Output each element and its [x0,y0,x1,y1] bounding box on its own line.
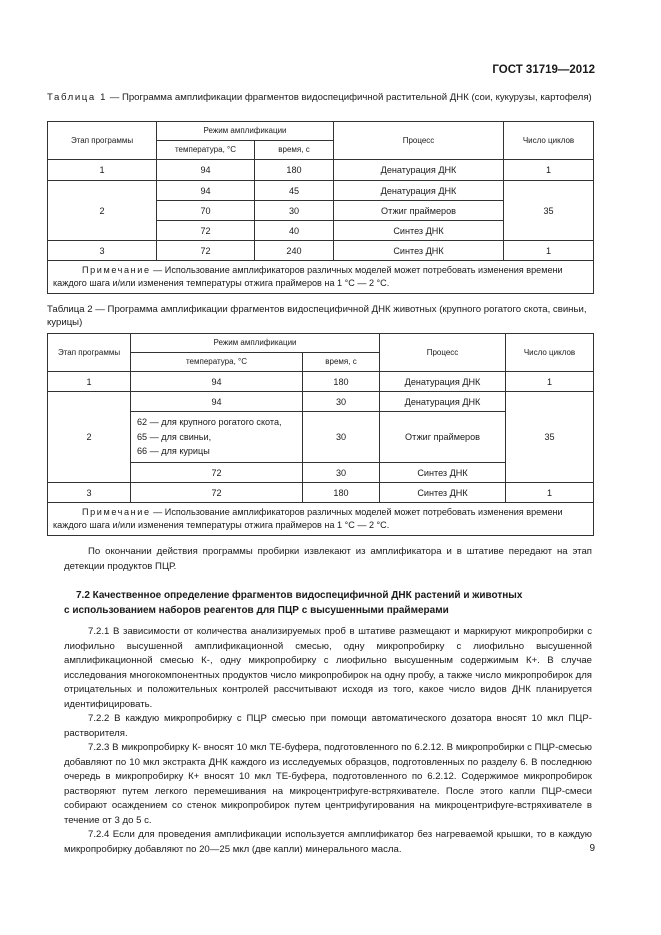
table2-caption-text: — Программа амплификации фрагментов видоспецифичной ДНК животных (крупного рогатого скота, свиньи, курицы) [47,304,587,328]
table1-header-cycles: Число циклов [504,122,594,160]
cycles-cell: 1 [506,372,594,392]
stage-cell: 3 [48,483,131,503]
process-cell: Отжиг праймеров [380,412,506,463]
time-cell: 30 [303,463,380,483]
time-cell: 30 [255,201,334,221]
stage-cell: 1 [48,160,157,181]
temperature-cell: 94 [131,372,303,392]
paragraph-7-2-1: 7.2.1 В зависимости от количества анализируемых проб в штативе размещают и маркируют микропробирки с лиофильно высушенной амплификационной смесью, одну микропробирку с лиофильно высушенной амплификационной смесью К-, одну микропробирку с лиофильно высушенным содержимым К+. В случае исследования многокомпонентных продуктов число микропробирок на одну пробу, а также число микропробирок для отрицательных и положительных контролей рассчитывают исходя из того, какое число видов ДНК планируется идентифицировать. [64,626,592,710]
stage-cell: 1 [48,372,131,392]
stage-cell: 2 [48,392,131,483]
cycles-cell: 1 [506,483,594,503]
time-cell: 180 [303,483,380,503]
time-cell: 45 [255,181,334,201]
table2-header-temperature: температура, °С [131,353,303,372]
table1-caption-label: Таблица 1 [47,92,108,103]
time-cell: 180 [303,372,380,392]
table-row [48,241,594,261]
process-cell: Денатурация ДНК [334,181,504,201]
time-cell: 180 [255,160,334,181]
temperature-cell: 70 [157,201,255,221]
table2-note [48,503,594,536]
table1-header-mode: Режим амплификации [157,122,334,141]
process-cell: Денатурация ДНК [380,372,506,392]
temperature-cell: 94 [131,392,303,412]
section-body [64,625,592,857]
process-cell: Отжиг праймеров [334,201,504,221]
stage-cell: 3 [48,241,157,261]
temperature-cell-list [131,412,303,463]
table1-header-temperature: температура, °С [157,141,255,160]
table1-header-stage: Этап программы [48,122,157,160]
temperature-cell: 72 [157,241,255,261]
table-row [48,483,594,503]
table2 [47,333,594,536]
table2-header-mode: Режим амплификации [131,334,380,353]
paragraph-7-2-3: 7.2.3 В микропробирку К- вносят 10 мкл ТЕ-буфера, подготовленного по 6.2.12. В микропробирки с ПЦР-смесью добавляют по 10 мкл экстракта ДНК каждого из исследуемых образцов, подготовленных по разделу 6. В последнюю очередь в микропробирку К+ вносят 10 мкл ТЕ-буфера, подготовленного по 6.2.12. Содержимое микропробирок растворяют путем легкого перемешивания на микроцентрифуге-встряхивателе. После этого капли ПЦР-смеси собирают осаждением со стенок микропробирок путем центрифугирования на микроцентрифуге-встряхивателе в течение от 3 до 5 с. [64,742,592,826]
table2-caption [47,303,593,329]
section-heading [64,589,592,618]
after-tables-paragraph: По окончании действия программы пробирки извлекают из амплификатора и в штативе передают на этап детекции продуктов ПЦР. [64,546,592,572]
process-cell: Синтез ДНК [380,463,506,483]
temperature-line: 65 — для свиньи, [137,431,212,442]
time-cell: 40 [255,221,334,241]
table2-caption-label: Таблица 2 [47,304,93,315]
cycles-cell: 35 [504,181,594,241]
temperature-cell: 72 [131,483,303,503]
table-row [48,372,594,392]
section-heading-line2: с использованием наборов реагентов для ПЦР с высушенными праймерами [64,604,449,616]
page-number: 9 [589,843,595,854]
table2-header-process: Процесс [380,334,506,372]
table1-header-process: Процесс [334,122,504,160]
temperature-cell: 94 [157,181,255,201]
table1-note-label: Примечание [82,265,151,275]
standard-number: ГОСТ 31719—2012 [492,64,595,76]
section-heading-line1: 7.2 Качественное определение фрагментов видоспецифичной ДНК растений и животных [76,590,523,601]
temperature-cell: 72 [131,463,303,483]
cycles-cell: 35 [506,392,594,483]
process-cell: Синтез ДНК [380,483,506,503]
table2-header-stage: Этап программы [48,334,131,372]
process-cell: Денатурация ДНК [380,392,506,412]
temperature-cell: 72 [157,221,255,241]
table1-header-time: время, с [255,141,334,160]
table1-caption-text: — Программа амплификации фрагментов видоспецифичной растительной ДНК (сои, кукурузы, картофеля) [107,92,592,103]
table1-caption [47,91,593,104]
table1 [47,121,594,294]
table-row [48,181,594,201]
process-cell: Синтез ДНК [334,221,504,241]
temperature-line: 62 — для крупного рогатого скота, [137,417,282,428]
paragraph-7-2-2: 7.2.2 В каждую микропробирку с ПЦР смесью при помощи автоматического дозатора вносят 10 мкл ПЦР-растворителя. [64,713,592,739]
temperature-cell: 94 [157,160,255,181]
temperature-line: 66 — для курицы [137,446,210,457]
cycles-cell: 1 [504,160,594,181]
process-cell: Синтез ДНК [334,241,504,261]
paragraph-7-2-4: 7.2.4 Если для проведения амплификации используется амплификатор без нагреваемой крышки, то в каждую микропробирку добавляют по 20—25 мкл (две капли) минерального масла. [64,829,592,855]
table2-header-time: время, с [303,353,380,372]
after-tables-text [64,545,592,574]
table1-note-text: — Использование амплификаторов различных моделей может потребовать изменения времени каждого шага и/или изменения температуры отжига праймеров на 1 °С — 2 °С. [53,265,563,288]
process-cell: Денатурация ДНК [334,160,504,181]
cycles-cell: 1 [504,241,594,261]
table2-header-cycles: Число циклов [506,334,594,372]
table-row [48,392,594,412]
table2-note-text: — Использование амплификаторов различных моделей может потребовать изменения времени каждого шага и/или изменения температуры отжига праймеров на 1 °С — 2 °С. [53,507,563,530]
time-cell: 240 [255,241,334,261]
time-cell: 30 [303,412,380,463]
table1-note [48,261,594,294]
stage-cell: 2 [48,181,157,241]
table2-note-label: Примечание [82,507,151,517]
time-cell: 30 [303,392,380,412]
table-row [48,160,594,181]
